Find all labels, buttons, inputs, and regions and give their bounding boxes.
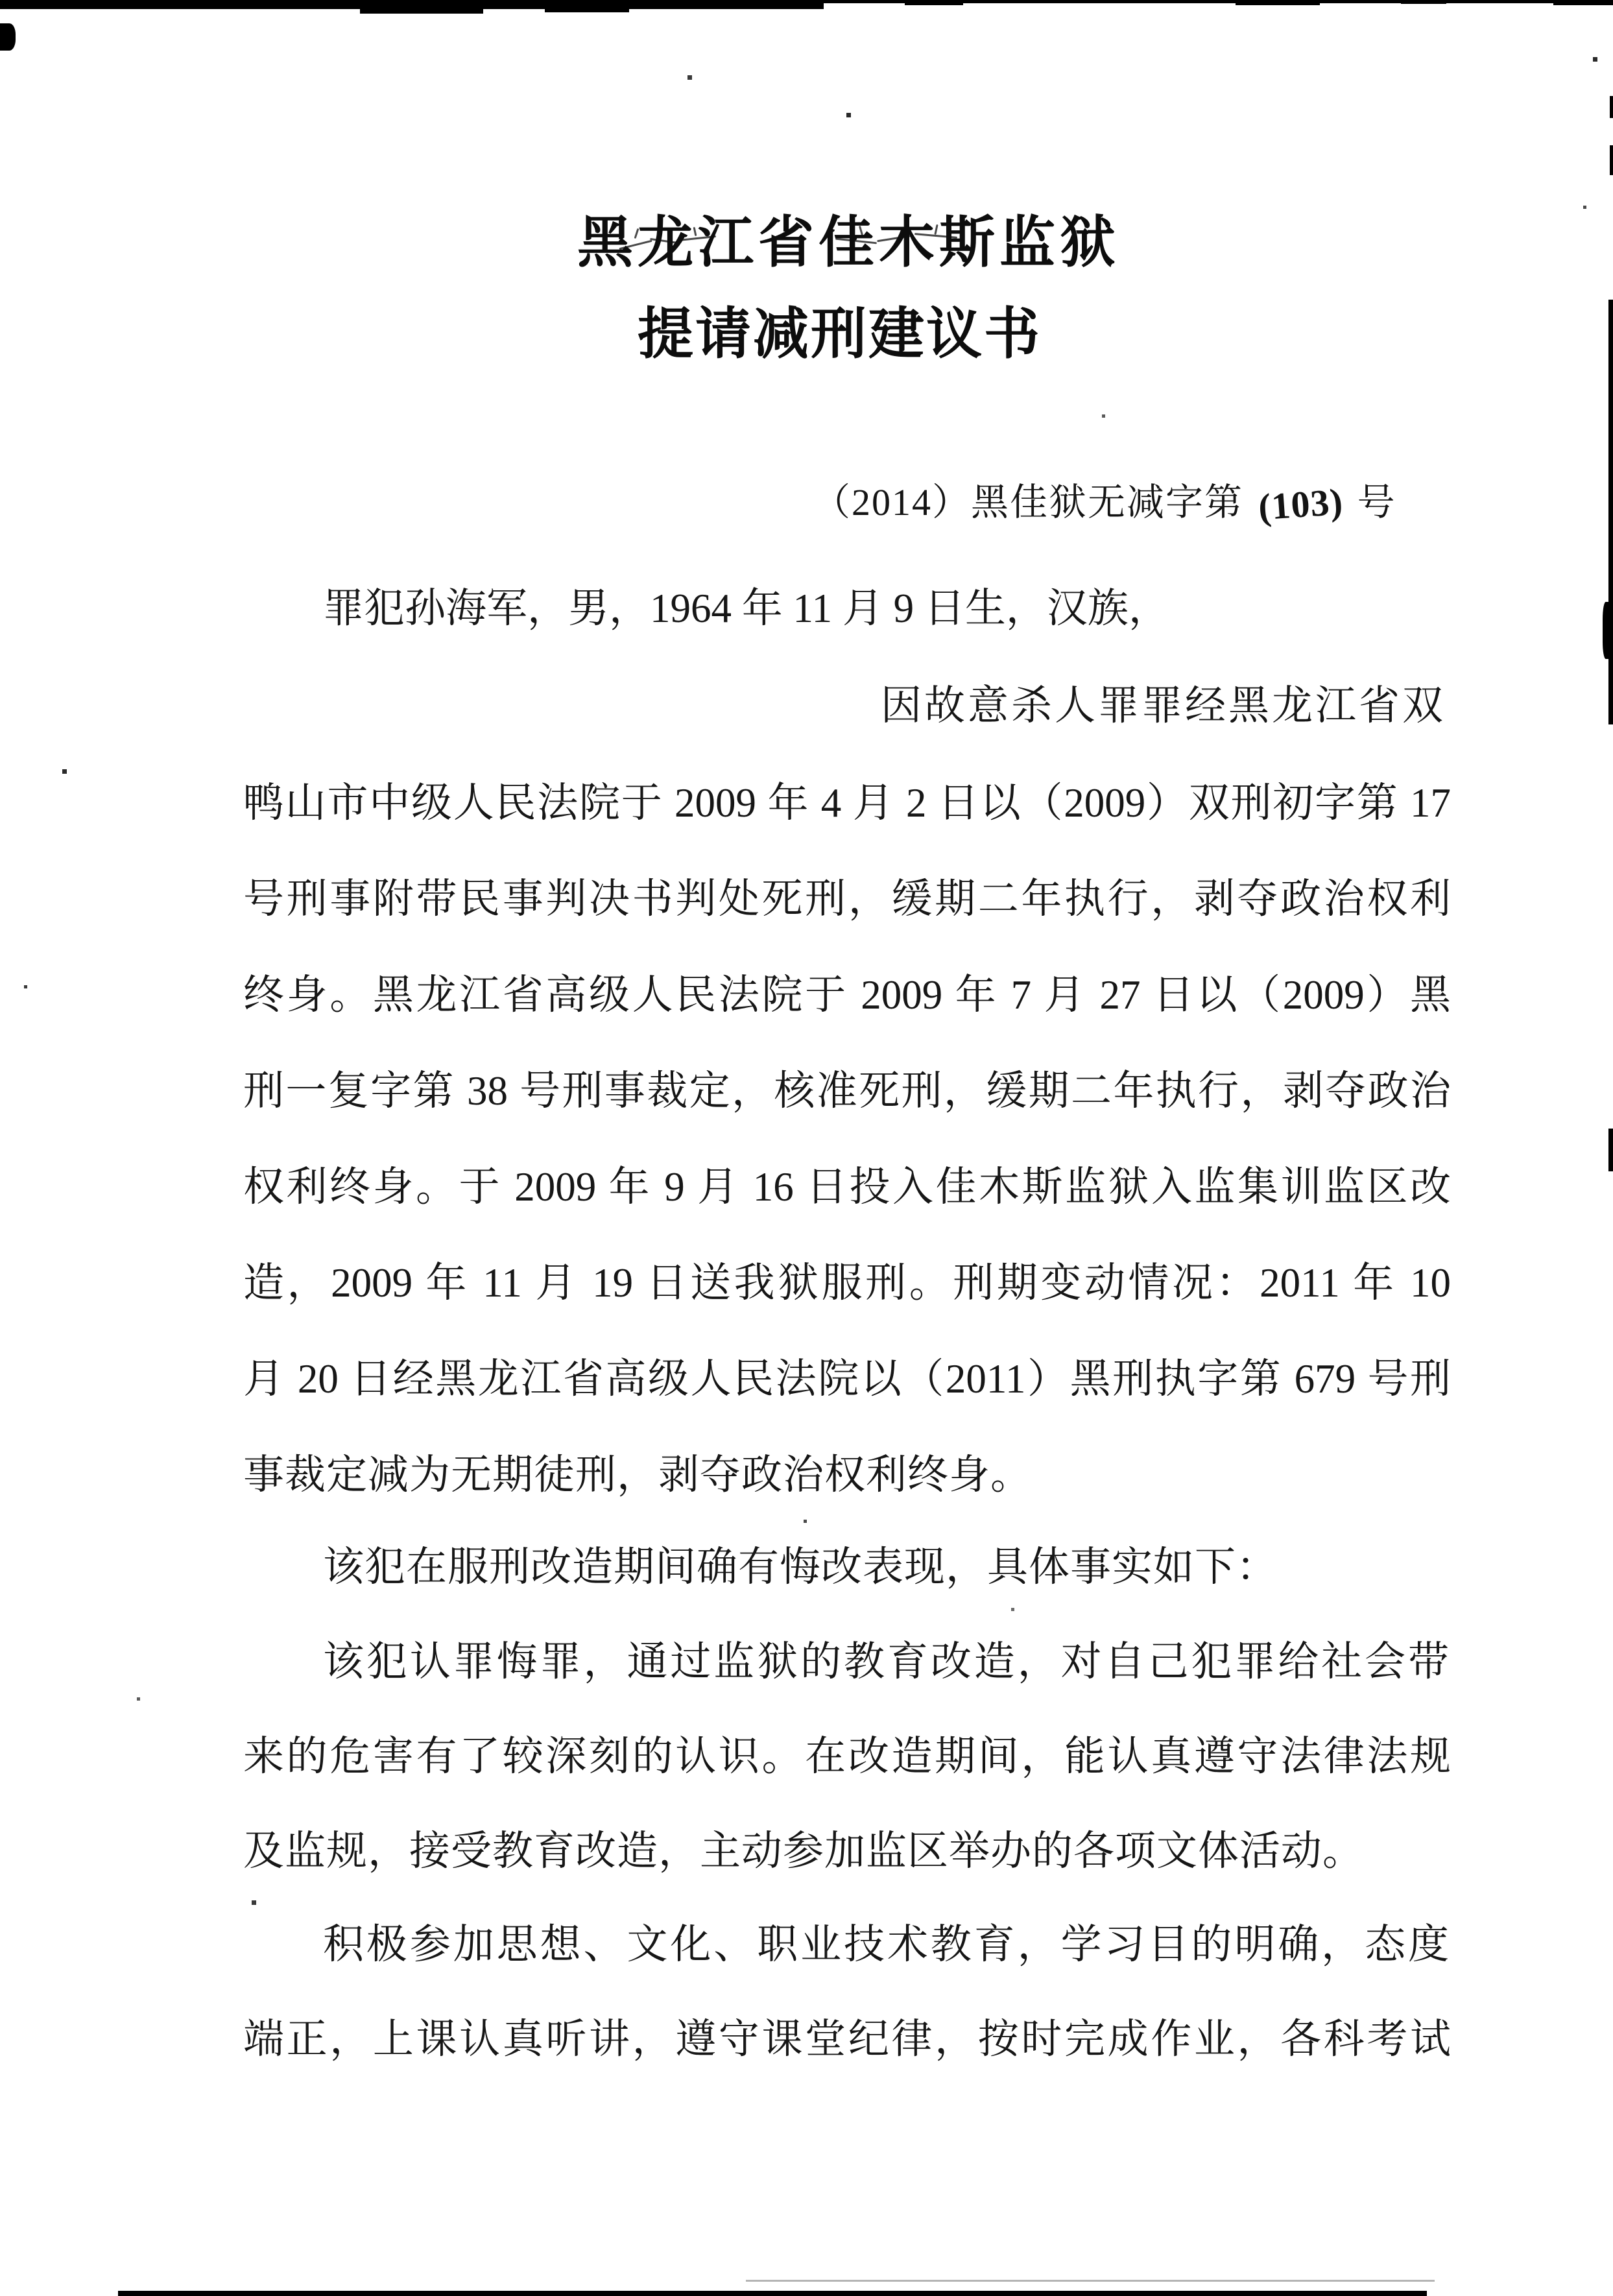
scan-artifact-top-edge (905, 1, 963, 5)
doc-number-prefix: （2014）黑佳狱无减字第 (813, 481, 1244, 523)
body-line: 罪犯孙海军，男，1964 年 11 月 9 日生，汉族， (323, 586, 1169, 631)
body-line: 该犯在服刑改造期间确有悔改表现，具体事实如下： (323, 1544, 1278, 1590)
scan-artifact-top-edge (360, 8, 483, 14)
body-line: 事裁定减为无期徒刑，剥夺政治权利终身。 (243, 1452, 1032, 1498)
scan-artifact-top-edge (1236, 0, 1320, 5)
scan-artifact-right-edge (1603, 602, 1613, 659)
doc-number-suffix: 号 (1357, 481, 1396, 523)
scan-artifact-top-edge (1401, 0, 1446, 4)
body-line: 该犯认罪悔罪，通过监狱的教育改造，对自己犯罪给社会带 (323, 1639, 1449, 1684)
scan-artifact-corner-blob (0, 23, 16, 51)
body-line: 月 20 日经黑龙江省高级人民法院以（2011）黑刑执字第 679 号刑 (243, 1356, 1451, 1402)
body-line: 因故意杀人罪罪经黑龙江省双 (881, 683, 1446, 728)
page-title-line-2: 提请减刑建议书 (638, 303, 1042, 365)
body-line: 来的危害有了较深刻的认识。在改造期间，能认真遵守法律法规 (243, 1734, 1451, 1779)
scan-artifact-bottom-edge (746, 2280, 1435, 2282)
doc-number (813, 480, 1396, 529)
body-line: 鸭山市中级人民法院于 2009 年 4 月 2 日以（2009）双刑初字第 17 (243, 780, 1451, 826)
body-line: 端正，上课认真听讲，遵守课堂纪律，按时完成作业，各科考试 (243, 2016, 1451, 2062)
scan-artifact-right-edge (1610, 96, 1613, 118)
body-line: 造，2009 年 11 月 19 日送我狱服刑。刑期变动情况：2011 年 10 (243, 1260, 1451, 1306)
scan-artifact-right-edge (1610, 145, 1613, 175)
scan-artifact-top-edge (545, 8, 629, 12)
doc-number-handwritten-stamp: (103) (1256, 480, 1344, 529)
scan-artifact-right-edge (1608, 300, 1613, 724)
scan-artifact-top-edge (1553, 0, 1613, 5)
body-line: 终身。黑龙江省高级人民法院于 2009 年 7 月 27 日以（2009）黑 (243, 972, 1451, 1018)
body-line: 权利终身。于 2009 年 9 月 16 日投入佳木斯监狱入监集训监区改 (243, 1164, 1451, 1210)
body-line: 及监规，接受教育改造，主动参加监区举办的各项文体活动。 (243, 1828, 1364, 1874)
scan-artifact-right-edge (1608, 1129, 1613, 1171)
body-line: 号刑事附带民事判决书判处死刑，缓期二年执行，剥夺政治权利 (243, 876, 1451, 922)
scan-noise-speckles (0, 0, 2, 2)
body-line: 积极参加思想、文化、职业技术教育，学习目的明确，态度 (323, 1922, 1449, 1967)
body-line: 刑一复字第 38 号刑事裁定，核准死刑，缓期二年执行，剥夺政治 (243, 1068, 1451, 1114)
scan-artifact-bottom-edge (118, 2291, 1427, 2296)
page-title-line-1: 黑龙江省佳木斯监狱 (577, 211, 1120, 274)
